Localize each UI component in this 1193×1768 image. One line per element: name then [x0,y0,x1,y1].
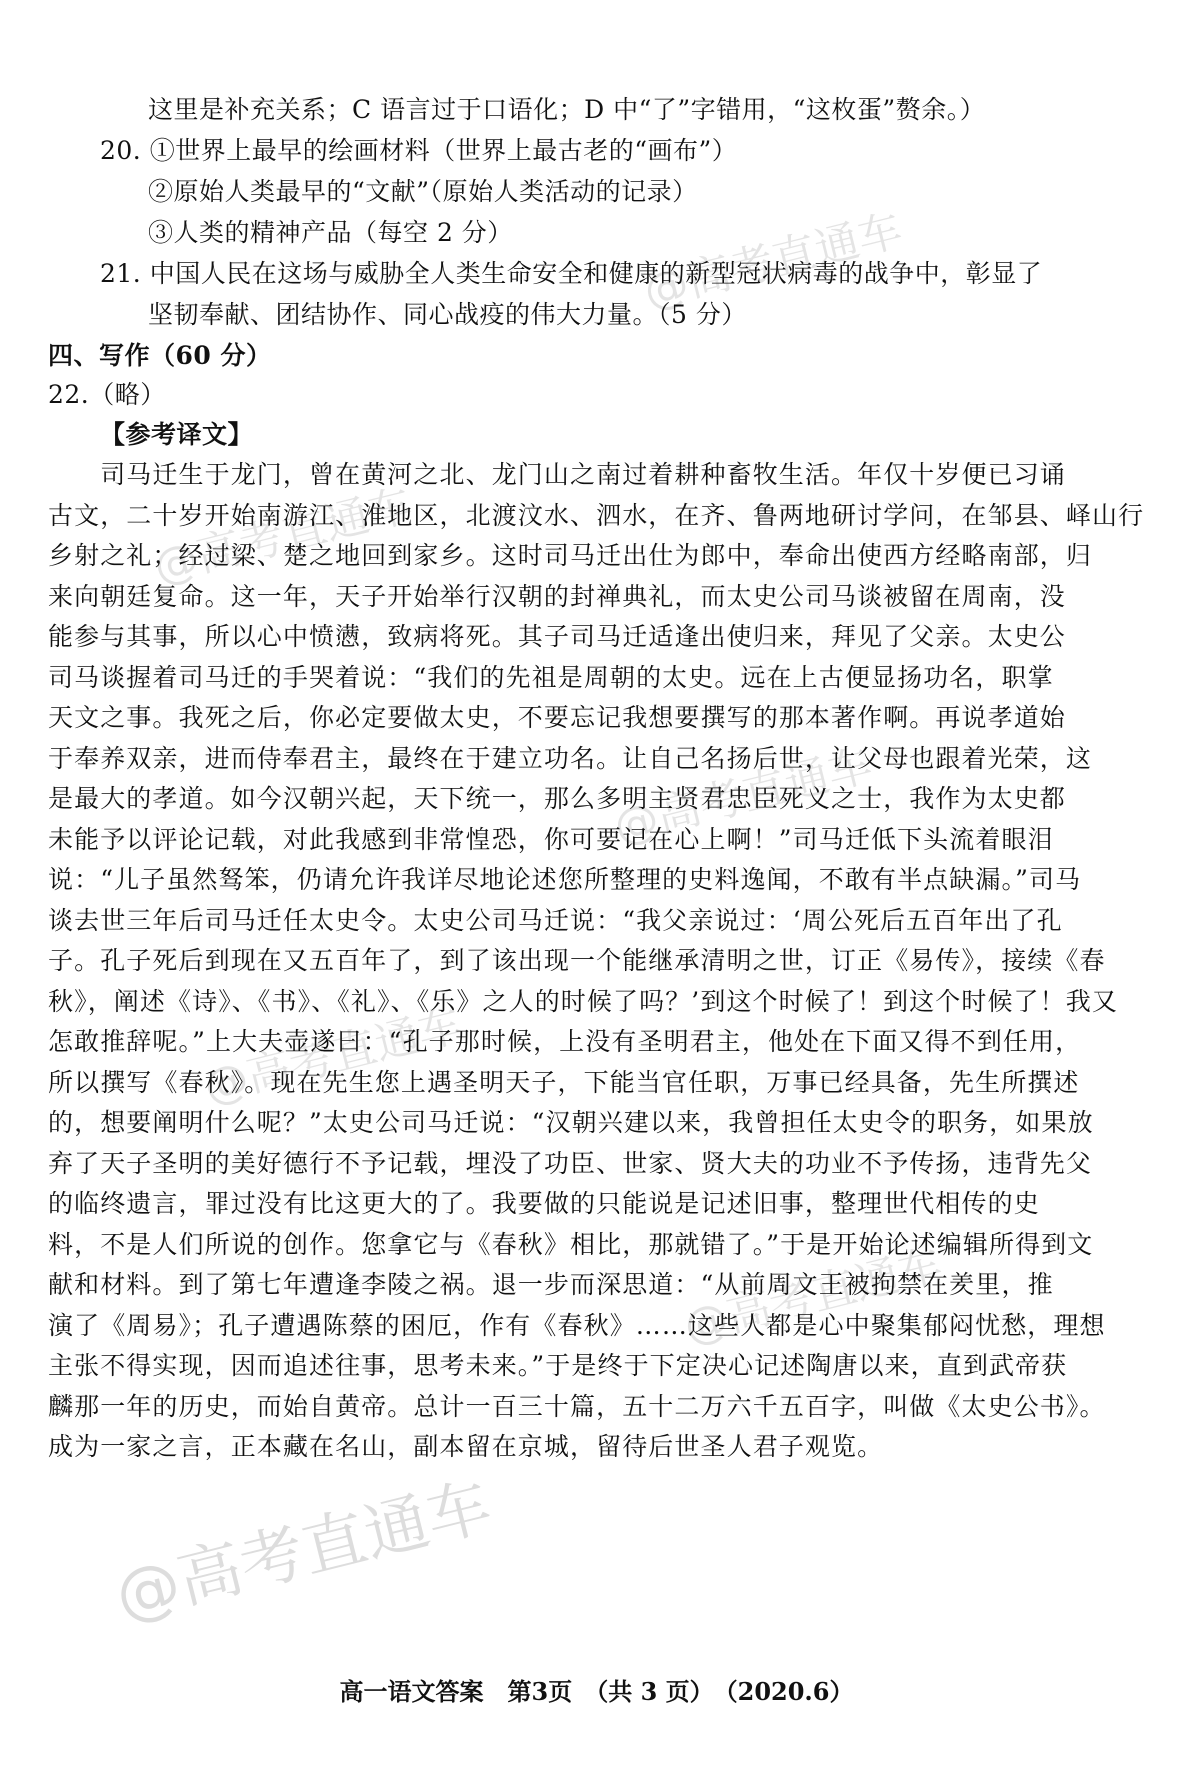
watermark: @高考直通车 [678,1239,948,1354]
translation-line: 怎敢推辞呢。”上大夫壶遂曰：“孔子那时候，上没有圣明君主，他处在下面又得不到任用， [48,1027,1082,1056]
q19-tail: 这里是补充关系；C 语言过于口语化；D 中“了”字错用，“这枚蛋”赘余。） [148,95,986,124]
translation-line: 秋》，阐述《诗》、《书》、《礼》、《乐》之人的时候了吗？’到这个时候了！到这个时候了！我又 [48,986,1118,1016]
translation-line: 是最大的孝道。如今汉朝兴起，天下统一，那么多明主贤君忠臣死义之士，我作为太史都 [48,784,1066,813]
q20-answer-1: 20. ①世界上最早的绘画材料（世界上最古老的“画布”） [100,136,738,165]
translation-line: 主张不得实现，因而追述往事，思考未来。”于是终于下定决心记述陶唐以来，直到武帝获 [48,1351,1068,1380]
q21-answer-1: 21. 中国人民在这场与威胁全人类生命安全和健康的新型冠状病毒的战争中，彰显了 [100,259,1043,288]
translation-line: 未能予以评论记载，对此我感到非常惶恐，你可要记在心上啊！”司马迁低下头流着眼泪 [48,824,1054,854]
translation-line: 演了《周易》；孔子遭遇陈蔡的困厄，作有《春秋》……这些人都是心中聚集郁闷忧愁，理想 [48,1310,1106,1340]
page-footer: 高一语文答案 第3页 （共 3 页） （2020.6） [339,1677,854,1706]
translation-line: 的，想要阐明什么呢？”太史公司马迁说：“汉朝兴建以来，我曾担任太史令的职务，如果放 [48,1108,1094,1137]
translation-heading: 【参考译文】 [100,420,254,449]
translation-line: 天文之事。我死之后，你必定要做太史，不要忘记我想要撰写的那本著作啊。再说孝道始 [48,703,1066,732]
watermark: @高考直通车 [108,1469,499,1635]
translation-line: 乡射之礼；经过梁、楚之地回到家乡。这时司马迁出仕为郎中，奉命出使西方经略南部，归 [48,541,1093,570]
watermark: @高考直通车 [148,479,418,594]
translation-line: 说：“儿子虽然驽笨，仍请允许我详尽地论述您所整理的史料逸闻，不敢有半点缺漏。”司马 [48,865,1082,894]
translation-line: 所以撰写《春秋》。现在先生您上遇圣明天子，下能当官任职，万事已经具备，先生所撰述 [48,1067,1080,1097]
q20-answer-3: ③人类的精神产品（每空 2 分） [148,218,513,247]
translation-line: 来向朝廷复命。这一年，天子开始举行汉朝的封禅典礼，而太史公司马谈被留在周南，没 [48,581,1066,611]
translation-line: 的临终遗言，罪过没有比这更大的了。我要做的只能说是记述旧事，整理世代相传的史 [48,1189,1040,1218]
watermark: @高考直通车 [198,999,468,1114]
section-heading-writing: 四、写作（60 分） [48,341,272,370]
translation-line: 子。孔子死后到现在又五百年了，到了该出现一个能继承清明之世，订正《易传》，接续《春 [48,946,1106,975]
q22-answer: 22.（略） [48,380,166,409]
q21-answer-2: 坚韧奉献、团结协作、同心战疫的伟大力量。（5 分） [148,300,747,329]
translation-line: 谈去世三年后司马迁任太史令。太史公司马迁说：“我父亲说过：‘周公死后五百年出了孔 [48,905,1063,935]
translation-line: 献和材料。到了第七年遭逢李陵之祸。退一步而深思道：“从前周文王被拘禁在羑里，推 [48,1270,1054,1299]
translation-body [48,455,1148,1468]
translation-line: 于奉养双亲，进而侍奉君主，最终在于建立功名。让自己名扬后世，让父母也跟着光荣，这 [48,743,1093,773]
translation-line: 成为一家之言，正本藏在名山，副本留在京城，留待后世圣人君子观览。 [48,1432,884,1461]
translation-line: 司马迁生于龙门，曾在黄河之北、龙门山之南过着耕种畜牧生活。年仅十岁便已习诵 [48,460,1066,489]
translation-line: 弃了天子圣明的美好德行不予记载，埋没了功臣、世家、贤大夫的功业不予传扬，违背先父 [48,1148,1093,1178]
translation-line: 能参与其事，所以心中愤懑，致病将死。其子司马迁适逢出使归来，拜见了父亲。太史公 [48,622,1066,651]
translation-line: 料，不是人们所说的创作。您拿它与《春秋》相比，那就错了。”于是开始论述编辑所得到文 [48,1229,1094,1259]
translation-line: 古文，二十岁开始南游江、淮地区，北渡汶水、泗水，在齐、鲁两地研讨学问，在邹县、峄山行 [48,500,1145,530]
translation-line: 司马谈握着司马迁的手哭着说：“我们的先祖是周朝的太史。远在上古便显扬功名，职掌 [48,662,1054,692]
translation-line: 麟那一年的历史，而始自黄帝。总计一百三十篇，五十二万六千五百字，叫做《太史公书》。 [48,1391,1106,1421]
watermark: @高考直通车 [638,204,908,319]
q20-answer-2: ②原始人类最早的“文献”（原始人类活动的记录） [148,177,698,206]
watermark: @高考直通车 [608,739,878,854]
